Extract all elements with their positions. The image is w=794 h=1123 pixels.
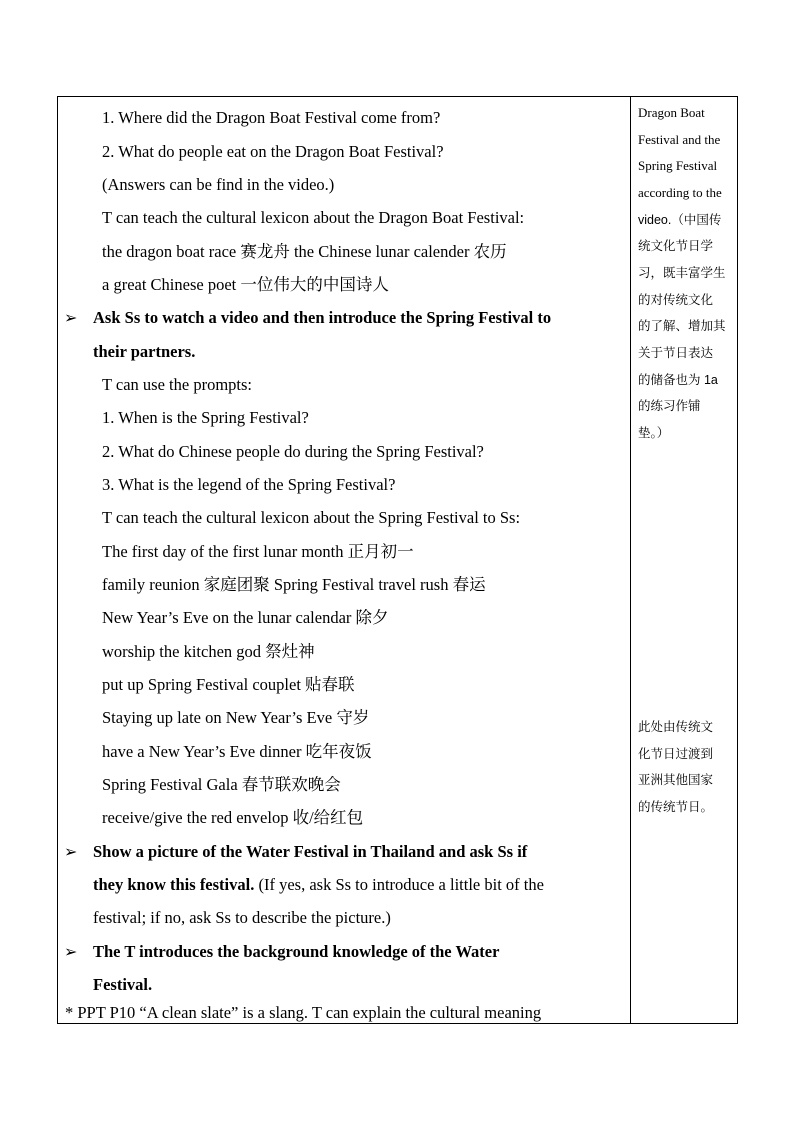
lesson-plan-table — [57, 96, 738, 1024]
text-line: New Year’s Eve on the lunar calendar 除夕 — [102, 608, 389, 627]
text-line: the dragon boat race 赛龙舟 the Chinese lunar calender 农历 — [102, 242, 507, 261]
text-line: The first day of the first lunar month 正月初一 — [102, 542, 414, 561]
note-line: 此处由传统文 — [638, 720, 714, 734]
note-line: 的练习作铺 — [638, 399, 701, 413]
text-line: 1. When is the Spring Festival? — [102, 408, 309, 427]
note-line: video.（中国传 — [638, 213, 722, 227]
bullet-instruction: their partners. — [93, 342, 196, 361]
text-line: 2. What do people eat on the Dragon Boat Festival? — [102, 142, 444, 161]
note-line: Dragon Boat — [638, 105, 705, 120]
text-line: receive/give the red envelop 收/给红包 — [102, 808, 364, 827]
note-line: 的了解、增加其 — [638, 319, 726, 333]
text-line: have a New Year’s Eve dinner 吃年夜饭 — [102, 742, 372, 761]
bullet-arrow-icon: ➢ — [64, 308, 78, 327]
note-line: 的对传统文化 — [638, 293, 714, 307]
note-line: 亚洲其他国家 — [638, 773, 714, 787]
note-line: 的传统节日。 — [638, 800, 714, 814]
text-line: worship the kitchen god 祭灶神 — [102, 642, 315, 661]
bullet-arrow-icon: ➢ — [64, 942, 78, 961]
column-divider — [630, 97, 631, 1023]
text-line: 2. What do Chinese people do during the Spring Festival? — [102, 442, 484, 461]
text-line: 3. What is the legend of the Spring Festival? — [102, 475, 396, 494]
bullet-instruction: Festival. — [93, 975, 153, 994]
bullet-arrow-icon: ➢ — [64, 842, 78, 861]
bold-text: they know this festival. — [93, 875, 255, 894]
text-line: family reunion 家庭团聚 Spring Festival travel rush 春运 — [102, 575, 486, 594]
note-line: 的储备也为 1a — [638, 373, 718, 387]
text-line: Staying up late on New Year’s Eve 守岁 — [102, 708, 370, 727]
text-line: T can teach the cultural lexicon about the Spring Festival to Ss: — [102, 508, 521, 527]
text-line: T can teach the cultural lexicon about the Dragon Boat Festival: — [102, 208, 525, 227]
bullet-instruction-line — [93, 875, 544, 895]
bullet-instruction: The T introduces the background knowledge of the Water — [93, 942, 500, 961]
note-line: Spring Festival — [638, 158, 718, 173]
plain-text: (If yes, ask Ss to introduce a little bit of the — [254, 875, 544, 894]
text-line: 1. Where did the Dragon Boat Festival come from? — [102, 108, 441, 127]
ppt-note: * PPT P10 “A clean slate” is a slang. T can explain the cultural meaning — [65, 1003, 542, 1022]
bullet-instruction: Ask Ss to watch a video and then introduce the Spring Festival to — [93, 308, 552, 327]
text-line: Spring Festival Gala 春节联欢晚会 — [102, 775, 341, 794]
note-line: 习，既丰富学生 — [638, 266, 726, 280]
note-line: 化节日过渡到 — [638, 747, 714, 761]
note-line: 关于节日表达 — [638, 346, 714, 360]
text-line: T can use the prompts: — [102, 375, 252, 394]
note-line: 垫。） — [638, 426, 670, 440]
text-line: (Answers can be find in the video.) — [102, 175, 335, 194]
text-line: put up Spring Festival couplet 贴春联 — [102, 675, 355, 694]
text-line: festival; if no, ask Ss to describe the picture.) — [93, 908, 391, 927]
note-line: 统文化节日学 — [638, 239, 714, 253]
note-line: Festival and the — [638, 132, 721, 147]
text-line: a great Chinese poet 一位伟大的中国诗人 — [102, 275, 389, 294]
bullet-instruction: Show a picture of the Water Festival in Thailand and ask Ss if — [93, 842, 528, 861]
note-line: according to the — [638, 185, 722, 200]
